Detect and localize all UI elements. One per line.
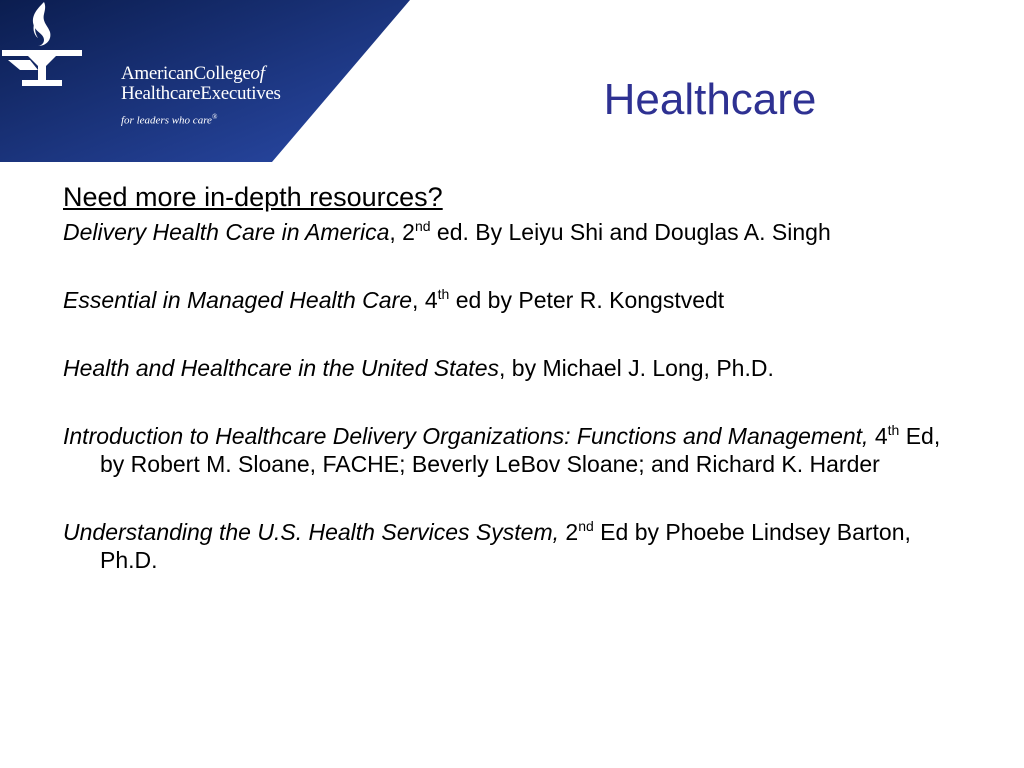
slide-body	[63, 180, 963, 614]
edition-prefix: , 2	[389, 219, 415, 245]
book-authors: ed. By Leiyu Shi and Douglas A. Singh	[430, 219, 831, 245]
reference-item	[63, 354, 963, 382]
book-authors: ed by Peter R. Kongstvedt	[449, 287, 725, 313]
flame-on-pedestal-icon	[0, 0, 84, 100]
book-title: Understanding the U.S. Health Services System,	[63, 519, 560, 545]
organization-name	[121, 64, 301, 104]
edition-prefix: 4	[868, 423, 888, 449]
book-authors: Ed, by Robert M. Sloane, FACHE; Beverly LeBov Sloane; and Richard K. Harder	[100, 423, 941, 477]
org-name-line2: HealthcareExecutives	[121, 83, 281, 104]
book-title: Health and Healthcare in the United States	[63, 355, 499, 381]
reference-item	[63, 422, 963, 478]
edition-prefix: 2	[559, 519, 579, 545]
registered-mark: ®	[211, 113, 218, 121]
org-name-line1: AmericanCollege	[121, 63, 251, 84]
edition-suffix: th	[887, 422, 900, 438]
intro-heading: Need more in-depth resources?	[63, 182, 443, 212]
reference-item	[63, 518, 963, 574]
org-name-line1-suffix: of	[250, 63, 265, 84]
book-title: Delivery Health Care in America	[63, 219, 390, 245]
organization-tagline	[121, 113, 217, 127]
edition-suffix: nd	[414, 218, 431, 234]
book-authors: , by Michael J. Long, Ph.D.	[499, 355, 774, 381]
tagline-text: for leaders who care	[121, 114, 212, 127]
reference-list	[63, 218, 963, 574]
reference-item	[63, 286, 963, 314]
edition-prefix: , 4	[412, 287, 438, 313]
logo-banner	[0, 0, 410, 162]
reference-item	[63, 218, 963, 246]
edition-suffix: th	[437, 286, 450, 302]
slide-title: Healthcare	[603, 75, 817, 124]
book-authors: Ed by Phoebe Lindsey Barton, Ph.D.	[100, 519, 911, 573]
book-title: Essential in Managed Health Care	[63, 287, 413, 313]
book-title: Introduction to Healthcare Delivery Organizations: Functions and Management,	[63, 423, 869, 449]
edition-suffix: nd	[578, 518, 594, 534]
